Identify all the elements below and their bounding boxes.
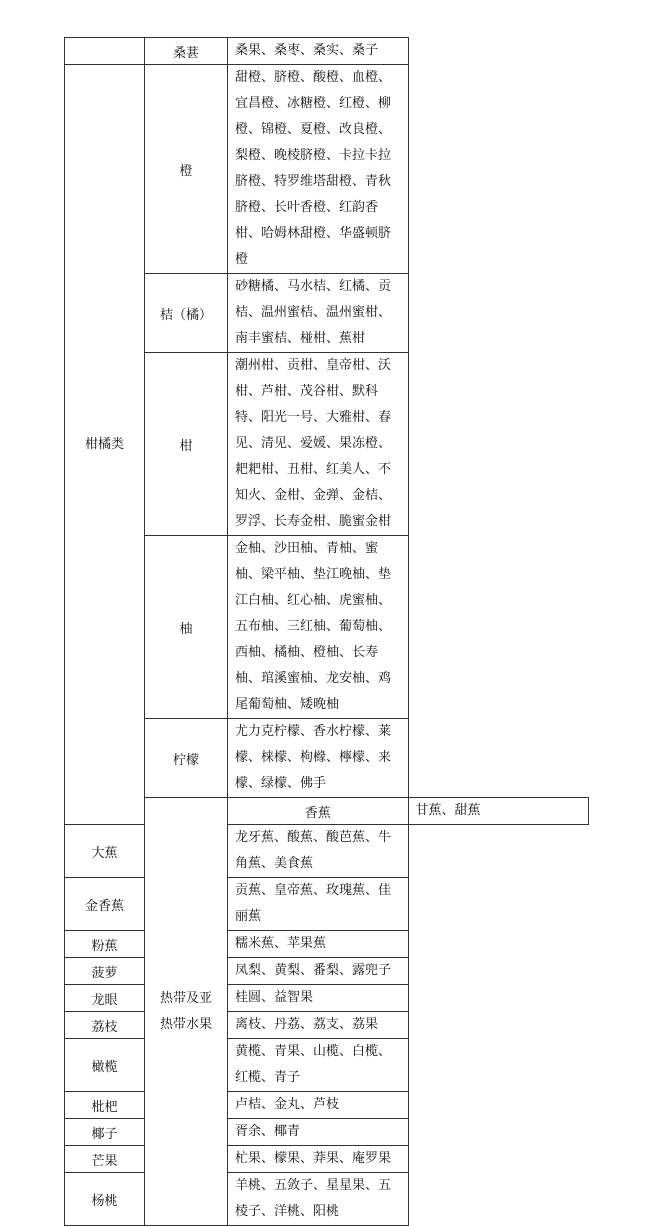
alias-cell: 桂圆、益智果 <box>228 985 409 1012</box>
fruit-name-cell: 柚 <box>145 536 228 719</box>
alias-cell: 尤力克柠檬、香水柠檬、莱檬、梾檬、枸橼、檸檬、来檬、绿檬、佛手 <box>228 719 409 798</box>
fruit-name-cell: 柠檬 <box>145 719 228 798</box>
fruit-name-cell: 芒果 <box>65 1146 145 1173</box>
alias-cell: 凤梨、黄梨、番梨、露兜子 <box>228 958 409 985</box>
table-row <box>65 958 589 985</box>
alias-cell: 胥余、椰青 <box>228 1119 409 1146</box>
alias-cell: 糯米蕉、苹果蕉 <box>228 931 409 958</box>
fruit-name-cell: 粉蕉 <box>65 931 145 958</box>
fruit-name-cell: 荔枝 <box>65 1012 145 1039</box>
table-row <box>65 1173 589 1226</box>
fruit-name-cell: 橄榄 <box>65 1039 145 1092</box>
table-row <box>65 931 589 958</box>
alias-cell: 离枝、丹荔、荔支、荔果 <box>228 1012 409 1039</box>
alias-cell: 龙牙蕉、酸蕉、酸芭蕉、牛角蕉、美食蕉 <box>228 825 409 878</box>
fruit-alias-table <box>64 37 589 1226</box>
alias-cell: 卢桔、金丸、芦枝 <box>228 1092 409 1119</box>
table-row <box>65 1119 589 1146</box>
table-row <box>65 38 589 65</box>
fruit-name-cell: 杨桃 <box>65 1173 145 1226</box>
fruit-name-cell: 龙眼 <box>65 985 145 1012</box>
category-label: 热带及亚热带水果 <box>159 990 212 1032</box>
fruit-name-cell: 椰子 <box>65 1119 145 1146</box>
table-row <box>65 825 589 878</box>
alias-cell: 砂糖橘、马水桔、红橘、贡桔、温州蜜桔、温州蜜柑、南丰蜜桔、椪柑、蕉柑 <box>228 274 409 353</box>
table-row <box>65 985 589 1012</box>
category-cell-empty <box>65 38 145 65</box>
category-cell-tropical <box>145 798 228 1226</box>
fruit-name-cell: 大蕉 <box>65 825 145 878</box>
fruit-name-cell: 枇杷 <box>65 1092 145 1119</box>
category-label: 柑橘类 <box>84 436 124 452</box>
fruit-name-cell: 金香蕉 <box>65 878 145 931</box>
fruit-name-cell: 柑 <box>145 353 228 536</box>
alias-cell: 杧果、檬果、莽果、庵罗果 <box>228 1146 409 1173</box>
fruit-name-cell: 橙 <box>145 65 228 274</box>
table-row <box>65 1092 589 1119</box>
table-row <box>65 65 589 274</box>
table-row <box>65 878 589 931</box>
table-row <box>65 1039 589 1092</box>
fruit-name-cell: 桔（橘） <box>145 274 228 353</box>
table-row <box>65 1146 589 1173</box>
alias-cell: 桑果、桑枣、桑实、桑子 <box>228 38 409 65</box>
category-cell-citrus <box>65 65 145 825</box>
table-row <box>65 1012 589 1039</box>
fruit-name-cell: 香蕉 <box>228 798 409 825</box>
alias-cell: 羊桃、五敛子、星星果、五棱子、洋桃、阳桃 <box>228 1173 409 1226</box>
alias-cell: 潮州柑、贡柑、皇帝柑、沃柑、芦柑、茂谷柑、默科特、阳光一号、大雅柑、春见、清见、爱媛、果冻橙、耙耙柑、丑柑、红美人、不知火、金柑、金弹、金桔、罗浮、长寿金柑、脆蜜金柑 <box>228 353 409 536</box>
fruit-name-cell: 桑葚 <box>145 38 228 65</box>
alias-cell: 甜橙、脐橙、酸橙、血橙、宜昌橙、冰糖橙、红橙、柳橙、锦橙、夏橙、改良橙、梨橙、晚棱脐橙、卡拉卡拉脐橙、特罗维塔甜橙、青秋脐橙、长叶香橙、红韵香柑、哈姆林甜橙、华盛顿脐橙 <box>228 65 409 274</box>
alias-cell: 黄榄、青果、山榄、白榄、红榄、青子 <box>228 1039 409 1092</box>
alias-cell: 贡蕉、皇帝蕉、玫瑰蕉、佳丽蕉 <box>228 878 409 931</box>
alias-cell: 金柚、沙田柚、青柚、蜜柚、梁平柚、垫江晚柚、垫江白柚、红心柚、虎蜜柚、五布柚、三红柚、葡萄柚、西柚、橘柚、橙柚、长寿柚、琯溪蜜柚、龙安柚、鸡尾葡萄柚、矮晚柚 <box>228 536 409 719</box>
fruit-name-cell: 菠萝 <box>65 958 145 985</box>
alias-cell: 甘蕉、甜蕉 <box>408 798 589 825</box>
